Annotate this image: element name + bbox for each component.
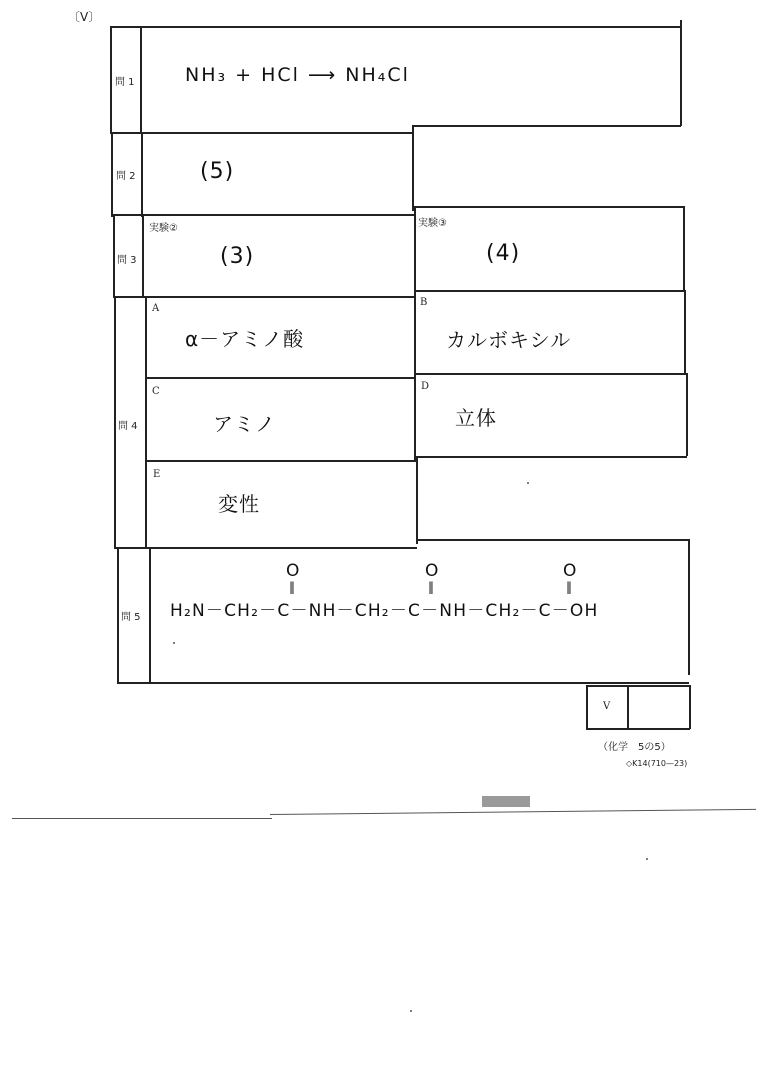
carbonyl-oxygen-3: O bbox=[563, 561, 578, 581]
q4-e-answer: 変性 bbox=[218, 492, 260, 516]
q4-label: 問 4 bbox=[118, 421, 138, 432]
q1-label: 問 1 bbox=[115, 77, 135, 88]
double-bond-3: ‖ bbox=[566, 580, 573, 594]
q4-c-label: C bbox=[152, 386, 160, 397]
scan-stamp bbox=[482, 796, 530, 807]
double-bond-2: ‖ bbox=[428, 580, 435, 594]
scan-speck bbox=[527, 482, 529, 484]
scan-speck bbox=[410, 1010, 412, 1012]
score-box-label: V bbox=[603, 701, 611, 712]
double-bond-1: ‖ bbox=[289, 580, 296, 594]
q4-b-label: B bbox=[420, 297, 428, 308]
q4-c-answer: アミノ bbox=[213, 412, 276, 436]
q3-experiment2-answer: (3) bbox=[220, 244, 255, 269]
page-divider-left bbox=[12, 818, 272, 819]
q4-e-label: E bbox=[153, 469, 161, 480]
subject-page-indicator: （化学 5の5） bbox=[598, 742, 671, 753]
scan-speck bbox=[173, 642, 175, 644]
q3-label: 問 3 bbox=[117, 255, 137, 266]
form-code: ◇K14(710—23) bbox=[626, 759, 688, 768]
q4-d-answer: 立体 bbox=[455, 406, 497, 430]
q3-experiment2-label: 実験② bbox=[149, 223, 178, 234]
q3-experiment3-label: 実験③ bbox=[418, 218, 447, 229]
q2-label: 問 2 bbox=[116, 171, 136, 182]
q4-b-answer: カルボキシル bbox=[446, 328, 572, 352]
scan-speck bbox=[646, 858, 648, 860]
carbonyl-oxygen-1: O bbox=[286, 561, 301, 581]
carbonyl-oxygen-2: O bbox=[425, 561, 440, 581]
q4-d-label: D bbox=[421, 381, 430, 392]
q5-label: 問 5 bbox=[121, 612, 141, 623]
q4-a-answer: α－アミノ酸 bbox=[185, 327, 305, 351]
q4-a-label: A bbox=[152, 303, 160, 314]
q3-experiment3-answer: (4) bbox=[486, 241, 521, 266]
section-label: 〔V〕 bbox=[68, 10, 101, 24]
q5-structure: H₂N－CH₂－C－NH－CH₂－C－NH－CH₂－C－OH bbox=[170, 601, 599, 621]
q1-answer: NH₃ + HCl ⟶ NH₄Cl bbox=[185, 64, 410, 86]
q2-answer: (5) bbox=[200, 159, 235, 184]
page-divider-right bbox=[270, 809, 756, 815]
